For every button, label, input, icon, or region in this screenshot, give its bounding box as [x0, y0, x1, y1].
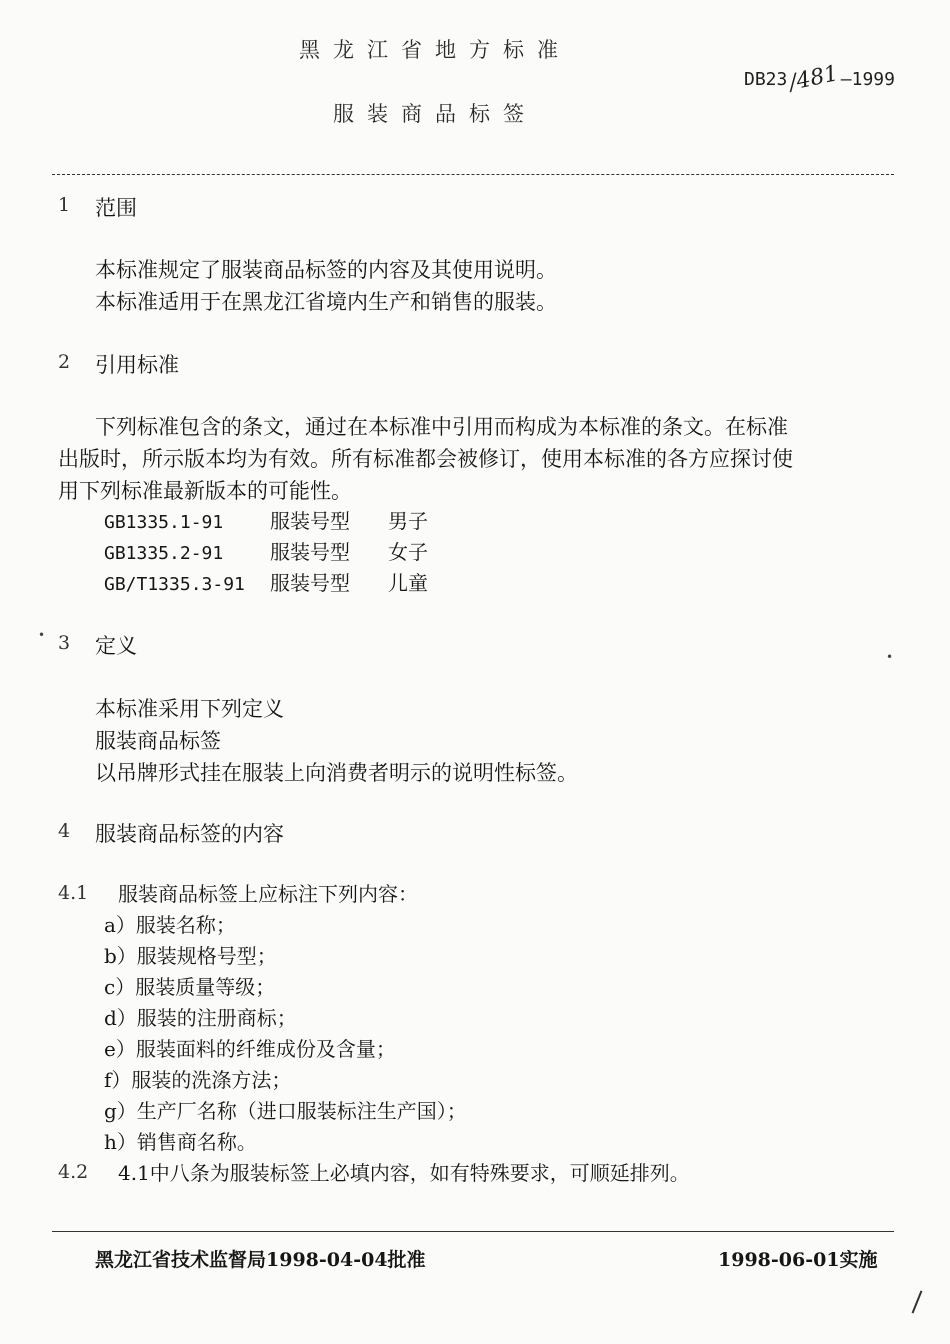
reference-row: [104, 537, 428, 569]
reference-code: GB1335.1-91: [104, 512, 224, 533]
defined-term: 服装商品标签: [95, 729, 221, 753]
standard-number-prefix: DB23: [744, 69, 788, 90]
section-1-para-1: 本标准规定了服装商品标签的内容及其使用说明。: [95, 258, 557, 282]
list-item: h）销售商名称。: [104, 1130, 257, 1154]
reference-name: 服装号型: [270, 571, 350, 595]
section-1-title: 范围: [95, 196, 137, 220]
pen-stroke: [912, 1290, 923, 1313]
reference-name: 服装号型: [270, 509, 350, 533]
document-header-title: 黑龙江省地方标准: [299, 38, 571, 62]
reference-name: 服装号型: [270, 540, 350, 564]
section-2-para-line-1: 下列标准包含的条文，通过在本标准中引用而构成为本标准的条文。在标准: [95, 415, 788, 439]
scan-speck: •: [38, 628, 46, 642]
section-2-title: 引用标准: [95, 353, 179, 377]
list-item: e）服装面料的纤维成份及含量；: [104, 1037, 396, 1061]
reference-category: 男子: [388, 509, 428, 533]
scan-speck: •: [886, 650, 894, 664]
implementation-date: 1998-06-01实施: [718, 1249, 878, 1271]
footer-divider: [52, 1231, 894, 1232]
header-divider: [52, 174, 894, 175]
list-item: f）服装的洗涤方法；: [104, 1068, 292, 1092]
list-item: b）服装规格号型；: [104, 944, 277, 968]
clause-4-2-number: 4.2: [58, 1161, 89, 1183]
handwritten-number: /481: [787, 61, 841, 96]
reference-code: GB/T1335.3-91: [104, 574, 245, 595]
reference-row: [104, 568, 428, 600]
reference-category: 儿童: [388, 571, 428, 595]
list-item: a）服装名称；: [104, 913, 236, 937]
section-1-para-2: 本标准适用于在黑龙江省境内生产和销售的服装。: [95, 290, 557, 314]
clause-4-2-text: 4.1中八条为服装标签上必填内容，如有特殊要求，可顺延排列。: [118, 1161, 690, 1185]
reference-code: GB1335.2-91: [104, 543, 224, 564]
list-item: c）服装质量等级；: [104, 975, 276, 999]
document-title: 服装商品标签: [333, 102, 537, 126]
list-item: d）服装的注册商标；: [104, 1006, 297, 1030]
approval-statement: 黑龙江省技术监督局1998-04-04批准: [95, 1249, 426, 1271]
list-item: g）生产厂名称（进口服装标注生产国）；: [104, 1099, 467, 1123]
clause-4-1-number: 4.1: [58, 882, 89, 904]
clause-4-1-text: 服装商品标签上应标注下列内容：: [118, 882, 418, 906]
section-2-number: 2: [58, 351, 71, 373]
section-1-number: 1: [58, 194, 71, 216]
term-definition: 以吊牌形式挂在服装上向消费者明示的说明性标签。: [95, 761, 578, 785]
section-4-number: 4: [58, 820, 71, 842]
standard-number: [744, 61, 895, 96]
section-4-title: 服装商品标签的内容: [95, 822, 284, 846]
section-3-line-1: 本标准采用下列定义: [95, 697, 284, 721]
standard-number-suffix: —1999: [840, 69, 895, 90]
section-2-para-line-3: 用下列标准最新版本的可能性。: [58, 479, 352, 503]
section-3-number: 3: [58, 632, 71, 654]
reference-category: 女子: [388, 540, 428, 564]
reference-row: [104, 506, 428, 538]
section-3-title: 定义: [95, 634, 137, 658]
section-2-para-line-2: 出版时，所示版本均为有效。所有标准都会被修订，使用本标准的各方应探讨使: [58, 447, 793, 471]
